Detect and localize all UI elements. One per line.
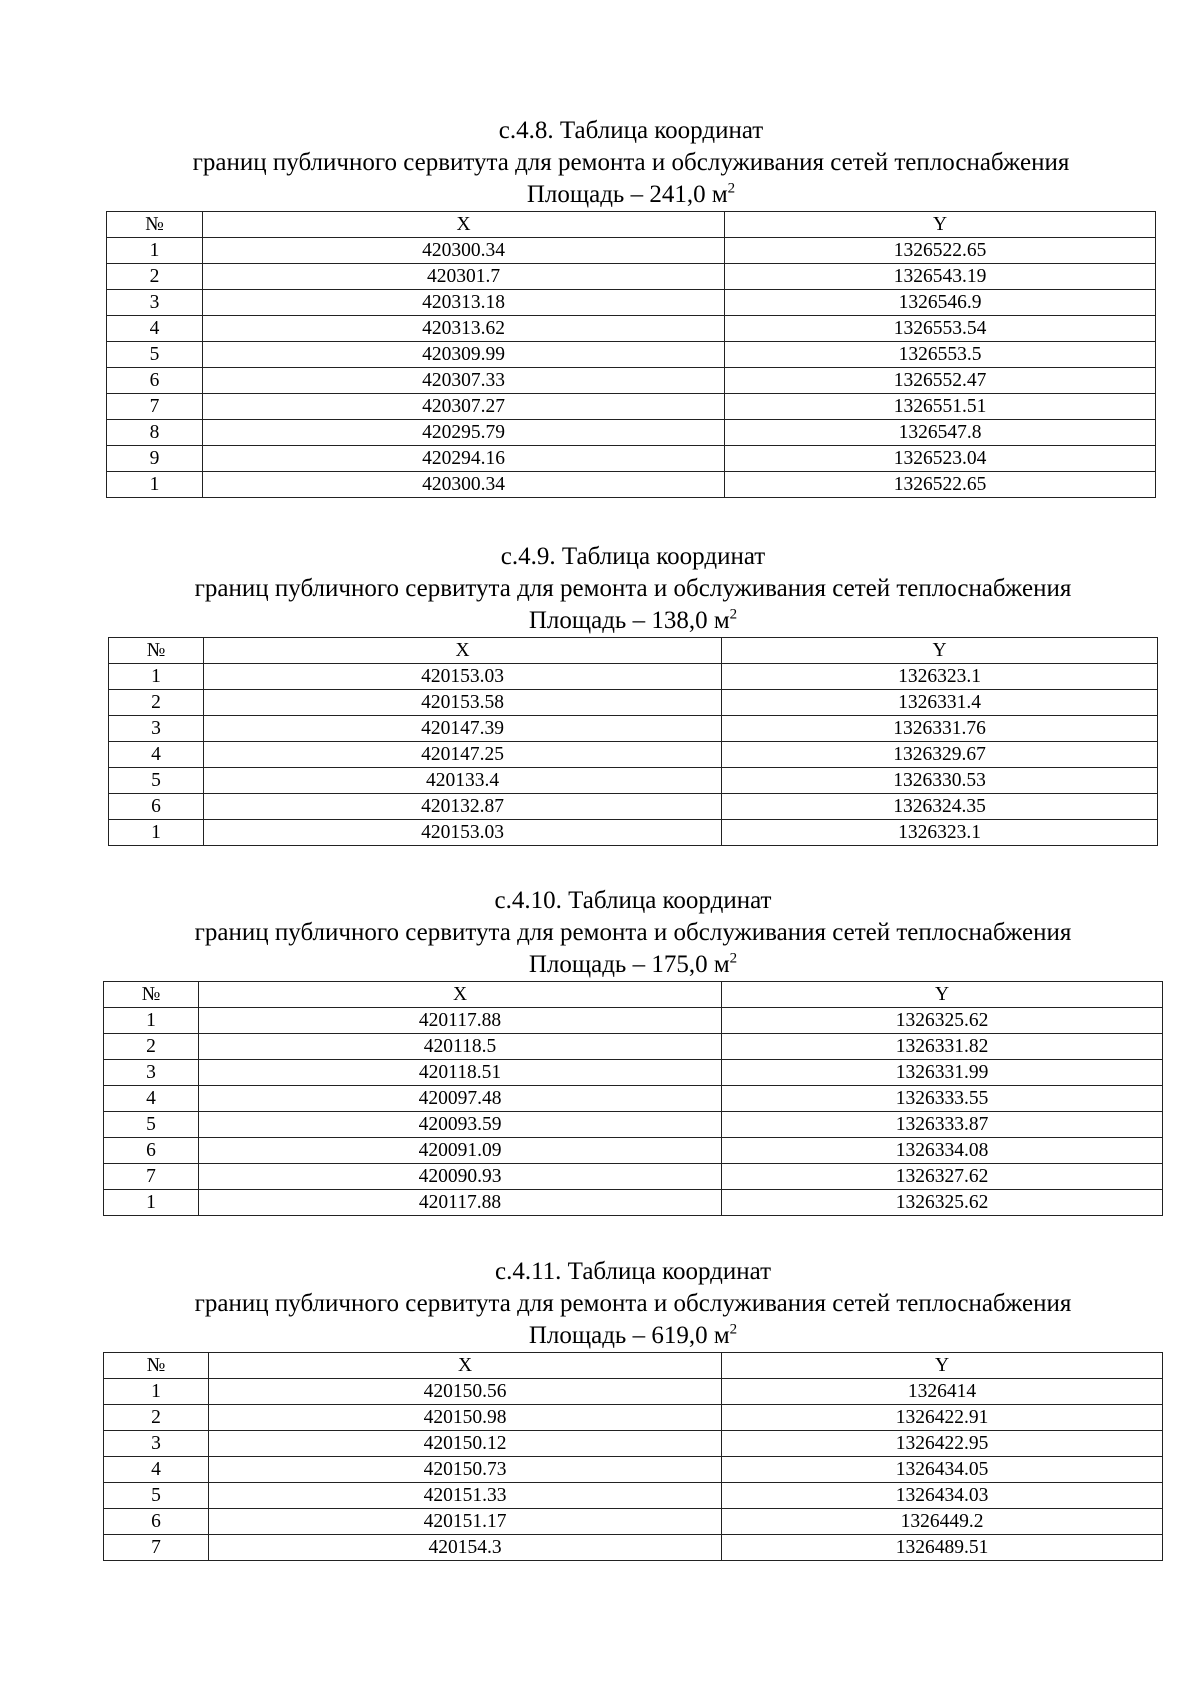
table-header-row — [104, 1353, 1163, 1379]
point-number-cell: 7 — [104, 1535, 209, 1561]
table-row — [109, 716, 1158, 742]
y-coordinate-cell: 1326522.65 — [725, 238, 1156, 264]
table-subtitle: границ публичного сервитута для ремонта и обслуживания сетей теплоснабжения — [194, 1290, 1072, 1317]
y-coordinate-cell: 1326325.62 — [722, 1190, 1163, 1216]
point-number-cell: 3 — [104, 1431, 209, 1457]
y-coordinate-cell: 1326489.51 — [722, 1535, 1163, 1561]
section-heading — [103, 1256, 1163, 1352]
area-text: Площадь – 138,0 м — [528, 607, 730, 634]
column-header-x: X — [209, 1353, 722, 1379]
section-4-10 — [103, 885, 1163, 1216]
x-coordinate-cell: 420153.03 — [204, 664, 722, 690]
x-coordinate-cell: 420313.18 — [203, 290, 725, 316]
table-row — [104, 1405, 1163, 1431]
point-number-cell: 1 — [104, 1190, 199, 1216]
x-coordinate-cell: 420295.79 — [203, 420, 725, 446]
x-coordinate-cell: 420090.93 — [199, 1164, 722, 1190]
table-title: с.4.10. Таблица координат — [494, 887, 772, 914]
table-row — [107, 420, 1156, 446]
x-coordinate-cell: 420118.51 — [199, 1060, 722, 1086]
table-subtitle: границ публичного сервитута для ремонта и обслуживания сетей теплоснабжения — [194, 575, 1072, 602]
point-number-cell: 1 — [107, 238, 203, 264]
table-row — [104, 1086, 1163, 1112]
coordinates-table — [103, 1352, 1163, 1561]
table-row — [107, 472, 1156, 498]
y-coordinate-cell: 1326553.54 — [725, 316, 1156, 342]
point-number-cell: 1 — [109, 664, 204, 690]
point-number-cell: 2 — [104, 1405, 209, 1431]
table-row — [107, 264, 1156, 290]
x-coordinate-cell: 420154.3 — [209, 1535, 722, 1561]
table-row — [107, 238, 1156, 264]
y-coordinate-cell: 1326523.04 — [725, 446, 1156, 472]
y-coordinate-cell: 1326325.62 — [722, 1008, 1163, 1034]
point-number-cell: 5 — [104, 1112, 199, 1138]
x-coordinate-cell: 420147.25 — [204, 742, 722, 768]
x-coordinate-cell: 420150.12 — [209, 1431, 722, 1457]
coordinates-table — [108, 637, 1158, 846]
y-coordinate-cell: 1326546.9 — [725, 290, 1156, 316]
point-number-cell: 2 — [107, 264, 203, 290]
y-coordinate-cell: 1326522.65 — [725, 472, 1156, 498]
point-number-cell: 7 — [107, 394, 203, 420]
y-coordinate-cell: 1326422.95 — [722, 1431, 1163, 1457]
y-coordinate-cell: 1326334.08 — [722, 1138, 1163, 1164]
table-area — [103, 949, 1163, 981]
point-number-cell: 3 — [109, 716, 204, 742]
y-coordinate-cell: 1326551.51 — [725, 394, 1156, 420]
area-unit-exponent: 2 — [729, 1321, 738, 1338]
point-number-cell: 6 — [104, 1138, 199, 1164]
point-number-cell: 9 — [107, 446, 203, 472]
y-coordinate-cell: 1326547.8 — [725, 420, 1156, 446]
table-row — [104, 1535, 1163, 1561]
x-coordinate-cell: 420118.5 — [199, 1034, 722, 1060]
point-number-cell: 7 — [104, 1164, 199, 1190]
column-header-y: Y — [722, 982, 1163, 1008]
x-coordinate-cell: 420150.98 — [209, 1405, 722, 1431]
table-header-row — [109, 638, 1158, 664]
column-header-y: Y — [722, 638, 1158, 664]
section-4-11 — [103, 1256, 1163, 1561]
y-coordinate-cell: 1326331.82 — [722, 1034, 1163, 1060]
coordinates-table — [103, 981, 1163, 1216]
table-row — [104, 1379, 1163, 1405]
y-coordinate-cell: 1326331.99 — [722, 1060, 1163, 1086]
area-unit-exponent: 2 — [727, 180, 736, 197]
y-coordinate-cell: 1326333.55 — [722, 1086, 1163, 1112]
column-header-number: № — [104, 982, 199, 1008]
table-title: с.4.11. Таблица координат — [495, 1258, 771, 1285]
point-number-cell: 6 — [107, 368, 203, 394]
y-coordinate-cell: 1326323.1 — [722, 820, 1158, 846]
table-row — [107, 290, 1156, 316]
x-coordinate-cell: 420151.17 — [209, 1509, 722, 1535]
y-coordinate-cell: 1326434.03 — [722, 1483, 1163, 1509]
section-heading — [108, 541, 1158, 637]
x-coordinate-cell: 420091.09 — [199, 1138, 722, 1164]
table-area — [108, 605, 1158, 637]
y-coordinate-cell: 1326434.05 — [722, 1457, 1163, 1483]
table-row — [107, 316, 1156, 342]
y-coordinate-cell: 1326327.62 — [722, 1164, 1163, 1190]
point-number-cell: 5 — [104, 1483, 209, 1509]
table-row — [107, 446, 1156, 472]
table-row — [104, 1034, 1163, 1060]
y-coordinate-cell: 1326331.76 — [722, 716, 1158, 742]
point-number-cell: 6 — [104, 1509, 209, 1535]
table-row — [104, 1483, 1163, 1509]
y-coordinate-cell: 1326414 — [722, 1379, 1163, 1405]
table-row — [104, 1190, 1163, 1216]
x-coordinate-cell: 420153.58 — [204, 690, 722, 716]
y-coordinate-cell: 1326329.67 — [722, 742, 1158, 768]
point-number-cell: 2 — [109, 690, 204, 716]
table-row — [109, 690, 1158, 716]
table-row — [107, 368, 1156, 394]
section-heading — [103, 885, 1163, 981]
y-coordinate-cell: 1326422.91 — [722, 1405, 1163, 1431]
table-row — [104, 1457, 1163, 1483]
point-number-cell: 2 — [104, 1034, 199, 1060]
table-row — [104, 1509, 1163, 1535]
table-row — [104, 1138, 1163, 1164]
table-row — [104, 1060, 1163, 1086]
y-coordinate-cell: 1326324.35 — [722, 794, 1158, 820]
x-coordinate-cell: 420151.33 — [209, 1483, 722, 1509]
x-coordinate-cell: 420153.03 — [204, 820, 722, 846]
point-number-cell: 8 — [107, 420, 203, 446]
area-unit-exponent: 2 — [729, 950, 738, 967]
point-number-cell: 4 — [104, 1086, 199, 1112]
table-area — [106, 179, 1156, 211]
column-header-number: № — [107, 212, 203, 238]
x-coordinate-cell: 420117.88 — [199, 1008, 722, 1034]
x-coordinate-cell: 420117.88 — [199, 1190, 722, 1216]
x-coordinate-cell: 420309.99 — [203, 342, 725, 368]
point-number-cell: 3 — [107, 290, 203, 316]
x-coordinate-cell: 420294.16 — [203, 446, 725, 472]
x-coordinate-cell: 420133.4 — [204, 768, 722, 794]
y-coordinate-cell: 1326553.5 — [725, 342, 1156, 368]
point-number-cell: 1 — [104, 1379, 209, 1405]
point-number-cell: 4 — [107, 316, 203, 342]
point-number-cell: 1 — [104, 1008, 199, 1034]
y-coordinate-cell: 1326330.53 — [722, 768, 1158, 794]
column-header-number: № — [104, 1353, 209, 1379]
table-row — [109, 742, 1158, 768]
x-coordinate-cell: 420132.87 — [204, 794, 722, 820]
y-coordinate-cell: 1326333.87 — [722, 1112, 1163, 1138]
table-row — [104, 1008, 1163, 1034]
table-area — [103, 1320, 1163, 1352]
area-unit-exponent: 2 — [729, 606, 738, 623]
table-row — [104, 1112, 1163, 1138]
x-coordinate-cell: 420313.62 — [203, 316, 725, 342]
table-title: с.4.9. Таблица координат — [500, 543, 766, 570]
x-coordinate-cell: 420093.59 — [199, 1112, 722, 1138]
x-coordinate-cell: 420150.73 — [209, 1457, 722, 1483]
coordinates-table — [106, 211, 1156, 498]
y-coordinate-cell: 1326449.2 — [722, 1509, 1163, 1535]
column-header-y: Y — [725, 212, 1156, 238]
table-row — [104, 1431, 1163, 1457]
x-coordinate-cell: 420300.34 — [203, 472, 725, 498]
section-4-8 — [106, 115, 1156, 498]
point-number-cell: 4 — [104, 1457, 209, 1483]
point-number-cell: 5 — [107, 342, 203, 368]
table-header-row — [104, 982, 1163, 1008]
table-row — [107, 394, 1156, 420]
y-coordinate-cell: 1326331.4 — [722, 690, 1158, 716]
point-number-cell: 3 — [104, 1060, 199, 1086]
column-header-y: Y — [722, 1353, 1163, 1379]
y-coordinate-cell: 1326323.1 — [722, 664, 1158, 690]
table-row — [109, 664, 1158, 690]
x-coordinate-cell: 420307.27 — [203, 394, 725, 420]
column-header-number: № — [109, 638, 204, 664]
section-4-9 — [108, 541, 1158, 846]
y-coordinate-cell: 1326552.47 — [725, 368, 1156, 394]
x-coordinate-cell: 420300.34 — [203, 238, 725, 264]
table-row — [104, 1164, 1163, 1190]
x-coordinate-cell: 420147.39 — [204, 716, 722, 742]
table-subtitle: границ публичного сервитута для ремонта и обслуживания сетей теплоснабжения — [192, 149, 1070, 176]
table-row — [109, 768, 1158, 794]
section-heading — [106, 115, 1156, 211]
x-coordinate-cell: 420307.33 — [203, 368, 725, 394]
table-subtitle: границ публичного сервитута для ремонта и обслуживания сетей теплоснабжения — [194, 919, 1072, 946]
point-number-cell: 6 — [109, 794, 204, 820]
column-header-x: X — [203, 212, 725, 238]
x-coordinate-cell: 420301.7 — [203, 264, 725, 290]
x-coordinate-cell: 420097.48 — [199, 1086, 722, 1112]
table-row — [107, 342, 1156, 368]
table-header-row — [107, 212, 1156, 238]
y-coordinate-cell: 1326543.19 — [725, 264, 1156, 290]
table-title: с.4.8. Таблица координат — [498, 117, 764, 144]
area-text: Площадь – 619,0 м — [528, 1322, 730, 1349]
table-row — [109, 794, 1158, 820]
column-header-x: X — [204, 638, 722, 664]
point-number-cell: 1 — [107, 472, 203, 498]
column-header-x: X — [199, 982, 722, 1008]
area-text: Площадь – 241,0 м — [526, 181, 728, 208]
table-row — [109, 820, 1158, 846]
x-coordinate-cell: 420150.56 — [209, 1379, 722, 1405]
point-number-cell: 4 — [109, 742, 204, 768]
area-text: Площадь – 175,0 м — [528, 951, 730, 978]
point-number-cell: 1 — [109, 820, 204, 846]
point-number-cell: 5 — [109, 768, 204, 794]
